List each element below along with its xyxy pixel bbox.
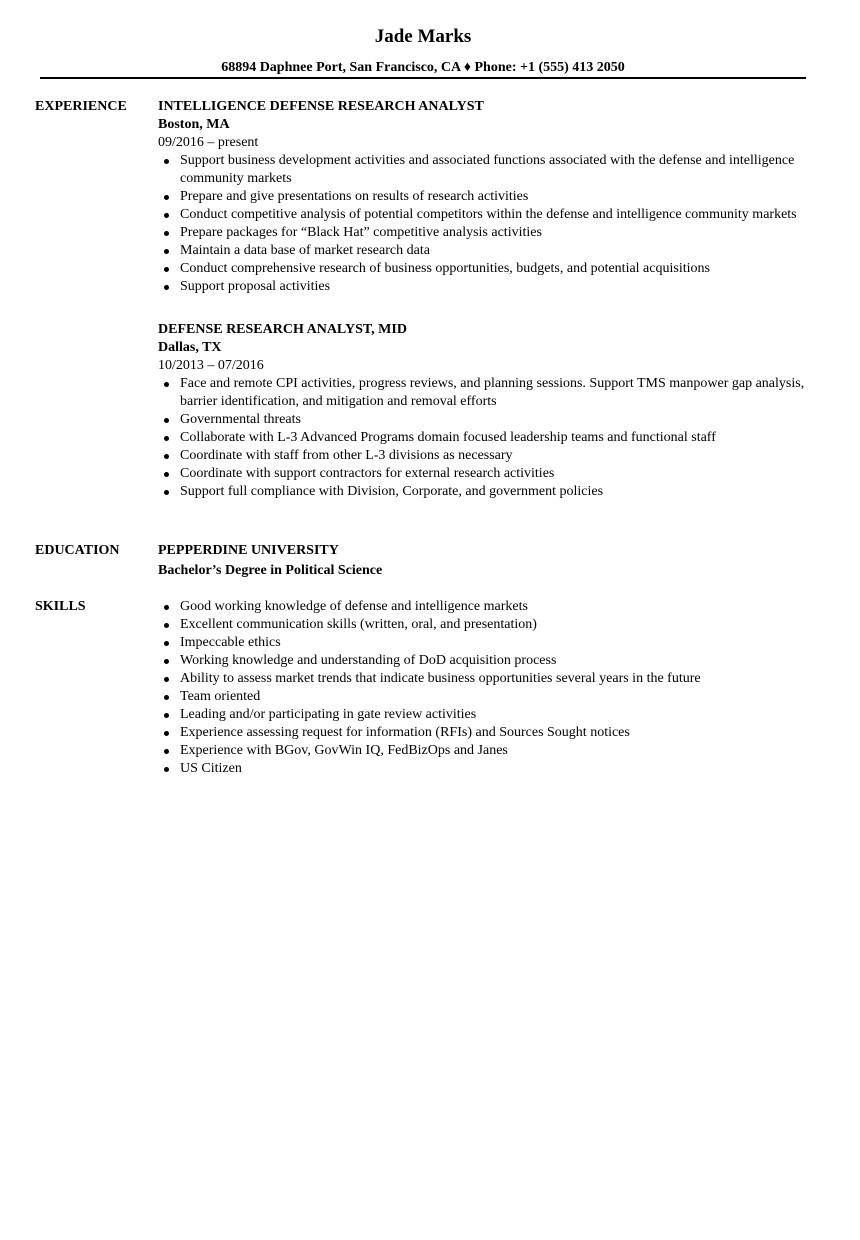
bullet-icon <box>164 231 169 236</box>
job-title: DEFENSE RESEARCH ANALYST, MID <box>158 322 407 337</box>
skill-item <box>158 598 818 616</box>
bullet-icon <box>164 285 169 290</box>
job-location: Dallas, TX <box>158 340 222 355</box>
skill-text: Leading and/or participating in gate review activities <box>180 707 477 722</box>
skill-item <box>158 634 818 652</box>
school-name: PEPPERDINE UNIVERSITY <box>158 543 339 558</box>
bullet-item <box>158 411 818 429</box>
skill-item <box>158 670 818 688</box>
bullet-text: Maintain a data base of market research data <box>180 243 430 258</box>
bullet-icon <box>164 382 169 387</box>
bullet-icon <box>164 436 169 441</box>
bullet-icon <box>164 713 169 718</box>
job-entry <box>158 321 818 501</box>
skills-list <box>158 598 818 778</box>
bullet-icon <box>164 490 169 495</box>
bullet-icon <box>164 454 169 459</box>
bullet-icon <box>164 418 169 423</box>
bullet-item <box>158 152 818 188</box>
skill-item <box>158 742 818 760</box>
bullet-item <box>158 224 818 242</box>
skill-text: Experience with BGov, GovWin IQ, FedBizOps and Janes <box>180 743 508 758</box>
skill-text: Good working knowledge of defense and intelligence markets <box>180 599 528 614</box>
bullet-icon <box>164 249 169 254</box>
job-bullets <box>158 152 818 296</box>
bullet-item <box>158 206 818 224</box>
job-dates: 09/2016 – present <box>158 135 259 150</box>
skill-item <box>158 616 818 634</box>
skills-heading: SKILLS <box>35 599 86 614</box>
bullet-icon <box>164 195 169 200</box>
bullet-icon <box>164 731 169 736</box>
bullet-icon <box>164 623 169 628</box>
skill-text: Ability to assess market trends that indicate business opportunities several years in the future <box>180 671 701 686</box>
skill-text: US Citizen <box>180 761 242 776</box>
bullet-icon <box>164 749 169 754</box>
bullet-icon <box>164 267 169 272</box>
bullet-icon <box>164 159 169 164</box>
education-body <box>158 542 818 580</box>
skill-text: Working knowledge and understanding of DoD acquisition process <box>180 653 557 668</box>
bullet-text: Support full compliance with Division, Corporate, and government policies <box>180 484 604 499</box>
bullet-icon <box>164 605 169 610</box>
skill-item <box>158 760 818 778</box>
bullet-item <box>158 242 818 260</box>
bullet-icon <box>164 695 169 700</box>
skill-text: Experience assessing request for information (RFIs) and Sources Sought notices <box>180 725 630 740</box>
bullet-icon <box>164 641 169 646</box>
contact-line: 68894 Daphnee Port, San Francisco, CA ♦ Phone: +1 (555) 413 2050 <box>221 60 625 75</box>
bullet-text: Support proposal activities <box>180 279 331 294</box>
bullet-icon <box>164 767 169 772</box>
bullet-text: Prepare and give presentations on results of research activities <box>180 189 529 204</box>
bullet-icon <box>164 677 169 682</box>
job-location: Boston, MA <box>158 117 230 132</box>
bullet-text: Face and remote CPI activities, progress reviews, and planning sessions. Support TMS manpower gap analysis, barrier identification, and mitigation and removal efforts <box>180 376 805 409</box>
job-title: INTELLIGENCE DEFENSE RESEARCH ANALYST <box>158 99 484 114</box>
bullet-icon <box>164 472 169 477</box>
skill-text: Team oriented <box>180 689 261 704</box>
bullet-item <box>158 447 818 465</box>
bullet-text: Collaborate with L-3 Advanced Programs domain focused leadership teams and functional staff <box>180 430 716 445</box>
skill-item <box>158 706 818 724</box>
skill-text: Excellent communication skills (written, oral, and presentation) <box>180 617 537 632</box>
bullet-item <box>158 188 818 206</box>
bullet-text: Coordinate with support contractors for external research activities <box>180 466 555 481</box>
header-divider <box>40 77 806 79</box>
bullet-icon <box>164 213 169 218</box>
bullet-icon <box>164 659 169 664</box>
bullet-item <box>158 465 818 483</box>
experience-body <box>158 98 818 501</box>
candidate-name: Jade Marks <box>374 26 472 47</box>
bullet-item <box>158 483 818 501</box>
skill-item <box>158 688 818 706</box>
skill-item <box>158 724 818 742</box>
skills-body <box>158 598 818 778</box>
skill-item <box>158 652 818 670</box>
education-heading: EDUCATION <box>35 543 120 558</box>
bullet-item <box>158 260 818 278</box>
bullet-text: Coordinate with staff from other L-3 divisions as necessary <box>180 448 513 463</box>
bullet-text: Support business development activities and associated functions associated with the defense and intelligence community markets <box>180 153 795 186</box>
job-bullets <box>158 375 818 501</box>
bullet-text: Prepare packages for “Black Hat” competitive analysis activities <box>180 225 542 240</box>
job-entry <box>158 98 818 296</box>
job-dates: 10/2013 – 07/2016 <box>158 358 264 373</box>
bullet-item <box>158 375 818 411</box>
bullet-item <box>158 278 818 296</box>
experience-heading: EXPERIENCE <box>35 99 127 114</box>
bullet-text: Governmental threats <box>180 412 301 427</box>
skill-text: Impeccable ethics <box>180 635 281 650</box>
bullet-item <box>158 429 818 447</box>
degree-name: Bachelor’s Degree in Political Science <box>158 563 383 578</box>
bullet-text: Conduct competitive analysis of potential competitors within the defense and intelligence community markets <box>180 207 797 222</box>
bullet-text: Conduct comprehensive research of business opportunities, budgets, and potential acquisitions <box>180 261 710 276</box>
